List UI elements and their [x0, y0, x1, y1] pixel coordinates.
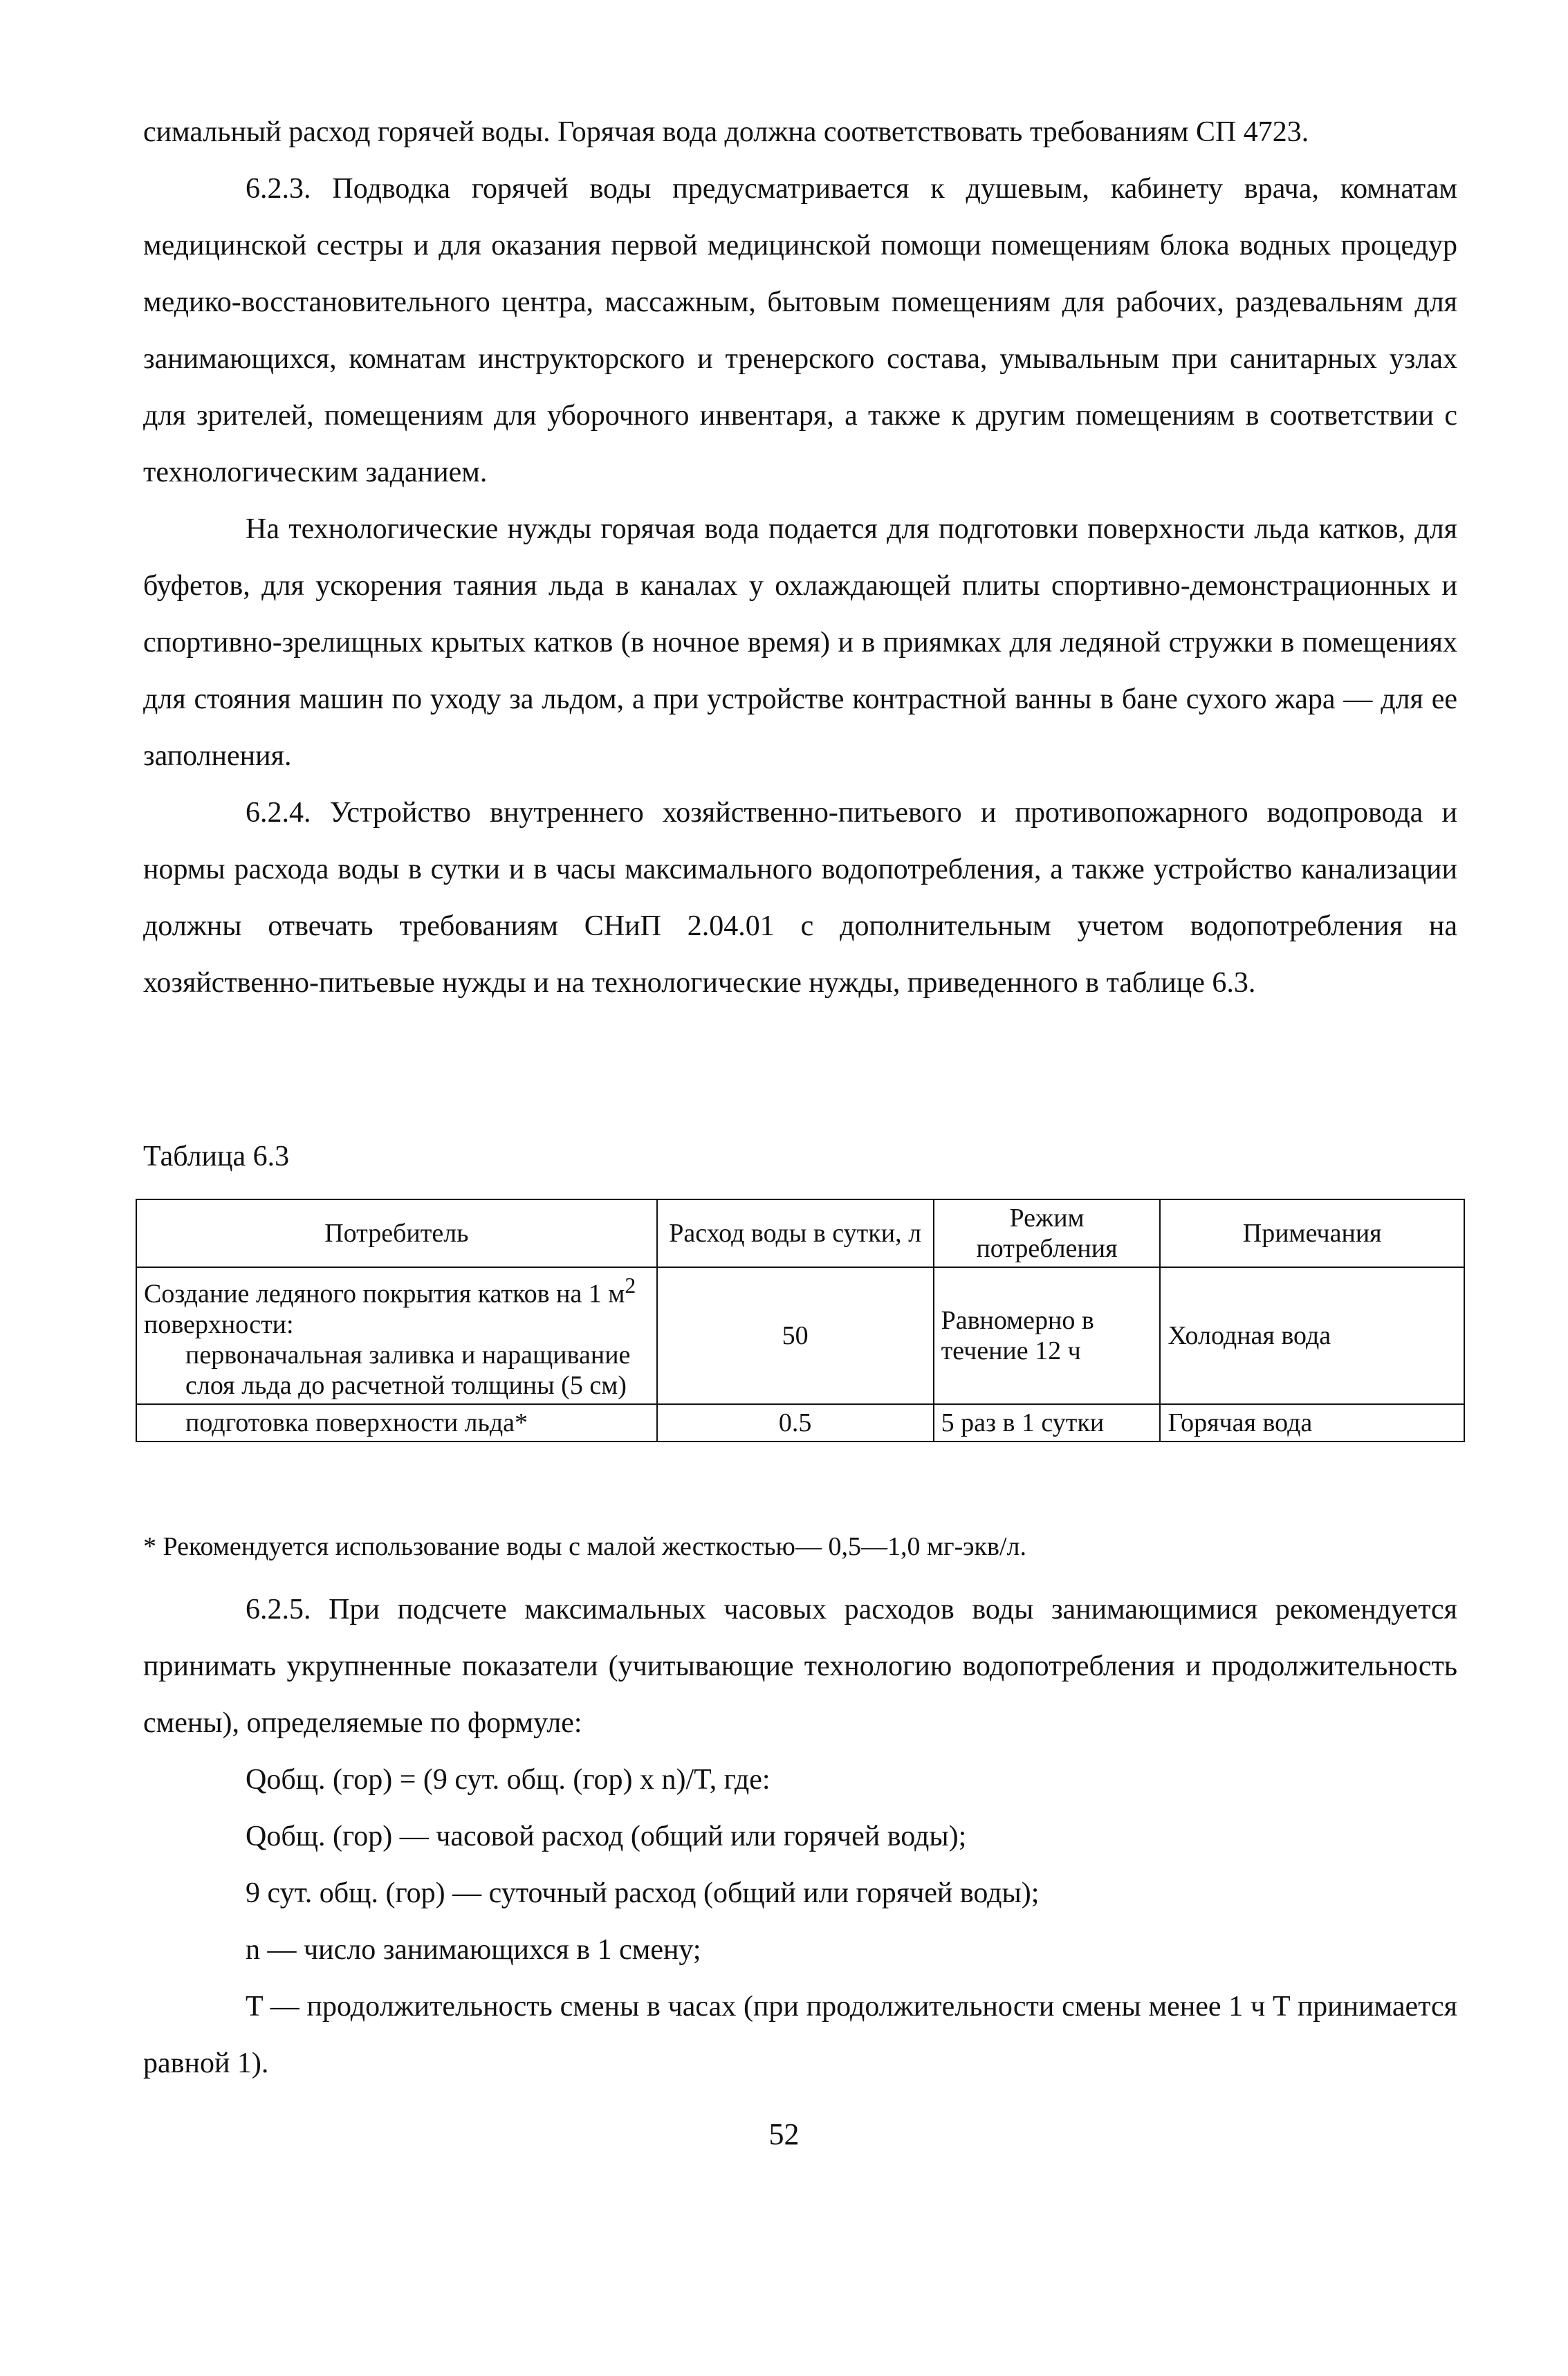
header-consumer: Потребитель	[136, 1199, 657, 1267]
header-mode: Режим потребления	[934, 1199, 1161, 1267]
table-caption: Таблица 6.3	[143, 1141, 290, 1172]
consumer-name: первоначальная заливка и наращивание слоя льда до расчетной толщины (5 см)	[185, 1340, 631, 1400]
note-cell: Холодная вода	[1160, 1267, 1464, 1404]
header-amount: Расход воды в сутки, л	[657, 1199, 934, 1267]
table-footnote: * Рекомендуется использование воды с малой жесткостью— 0,5—1,0 мг-экв/л.	[143, 1532, 1026, 1561]
paragraph: симальный расход горячей воды. Горячая вода должна соответствовать требованиям СП 4723.	[143, 116, 1309, 148]
amount-cell: 50	[657, 1267, 934, 1404]
consumer-cell: подготовка поверхности льда*	[136, 1404, 657, 1442]
paragraph-6-2-5: 6.2.5. При подсчете максимальных часовых расходов воды занимающимися рекомендуется принимать укрупненные показатели (учитывающие технологию водопотребления и продолжительность смены), определяемые по формуле:	[143, 1594, 1457, 1739]
paragraph-6-2-3: 6.2.3. Подводка горячей воды предусматривается к душевым, кабинету врача, комнатам медицинской сестры и для оказания первой медицинской помощи помещениям блока водных процедур медико-восстановительного центра, массажным, бытовым помещениям для рабочих, раздевальням для занимающихся, комнатам инструкторского и тренерского состава, умывальным при санитарных узлах для зрителей, помещениям для уборочного инвентаря, а также к другим помещениям в соответствии с технологическим заданием.	[143, 173, 1457, 488]
body-text-top	[143, 104, 1457, 1011]
definition-q: Qобщ. (гор) — часовой расход (общий или горячей воды);	[246, 1821, 967, 1852]
group-title: Создание ледяного покрытия катков на 1 $м^2$ поверхности:	[144, 1273, 636, 1339]
formula: Qобщ. (гор) = (9 сут. общ. (гор) х n)/T, где:	[246, 1764, 771, 1796]
table-header-row	[136, 1199, 1464, 1267]
note-cell: Горячая вода	[1160, 1404, 1464, 1442]
definition-t: T — продолжительность смены в часах (при продолжительности смены менее 1 ч T принимается равной 1).	[143, 1991, 1457, 2079]
table-row	[136, 1267, 1464, 1404]
amount-cell: 0.5	[657, 1404, 934, 1442]
consumer-cell	[136, 1267, 657, 1404]
mode-cell: 5 раз в 1 сутки	[934, 1404, 1161, 1442]
page-number: 52	[768, 2117, 800, 2151]
mode-cell: Равномерно в течение 12 ч	[934, 1267, 1161, 1404]
definition-n: n — число занимающихся в 1 смену;	[246, 1934, 701, 1966]
table-row	[136, 1404, 1464, 1442]
paragraph-tech-needs: На технологические нужды горячая вода подается для подготовки поверхности льда катков, для буфетов, для ускорения таяния льда в каналах у охлаждающей плиты спортивно-демонстрационных и спортивно-зрелищных крытых катков (в ночное время) и в приямках для ледяной стружки в помещениях для стояния машин по уходу за льдом, а при устройстве контрастной ванны в бане сухого жара — для ее заполнения.	[143, 513, 1457, 772]
paragraph-6-2-4: 6.2.4. Устройство внутреннего хозяйственно-питьевого и противопожарного водопровода и нормы расхода воды в сутки и в часы максимального водопотребления, а также устройство канализации должны отвечать требованиям СНиП 2.04.01 с дополнительным учетом водопотребления на хозяйственно-питьевые нужды и на технологические нужды, приведенного в таблице 6.3.	[143, 797, 1457, 999]
body-text-bottom	[143, 1581, 1457, 2092]
definition-daily: 9 сут. общ. (гор) — суточный расход (общий или горячей воды);	[246, 1877, 1040, 1909]
water-consumption-table	[136, 1199, 1465, 1442]
header-notes: Примечания	[1160, 1199, 1464, 1267]
